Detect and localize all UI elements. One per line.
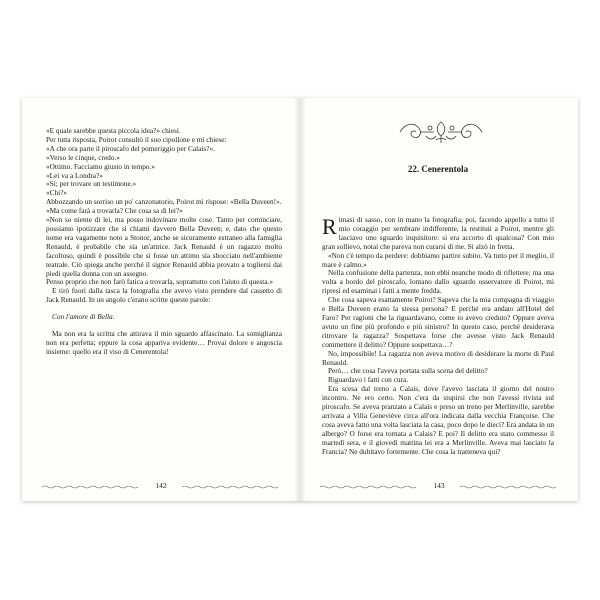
first-paragraph: [322, 216, 554, 252]
right-page-text: [322, 216, 554, 456]
page-number: 143: [433, 481, 445, 490]
paragraph: Con l'amore di Bella.: [52, 312, 115, 322]
paragraph: Ma non era la scritta che attirava il mio sguardo affascinato. La somiglianza non era perfetta; eppure la cosa appariva evidente… Provai dolore e angoscia insieme: quello era il viso di Cenerentola!: [46, 329, 282, 356]
paragraph: Per tutta risposta, Poirot consultò il suo cipollone e mi chiese:: [46, 134, 227, 144]
right-page: [300, 98, 578, 501]
page-number: 142: [155, 481, 167, 490]
right-page-footer: [320, 481, 558, 491]
paragraph: Abbozzando un sorriso un po' canzonatorio, Poirot mi rispose: «Bella Duveen!».: [46, 197, 282, 207]
paragraph: «Non so niente di lei, ma posso indovinare molte cose. Tanto per cominciare, possiamo ipotizzare che si chiami davvero Bella Duveen; e, dato che questo nome era vagamente noto a Stonor, anche se sicuramente estraneo alla famiglia Renauld, è probabile che sia un'attrice. Jack Renauld è un ragazzo molto facoltoso, quindi è possibile che si fosse un attimo sia sbocciato nell'ambiente teatrale. Ciò spiega anche perché il signor Renauld abbia provato a togliersi dai piedi quella donna con un assegno.: [46, 215, 282, 278]
wavy-rule-icon: [182, 485, 280, 489]
paragraph: E tirò fuori dalla tasca la fotografia che avevo visto prendere dal cassetto di Jack Renauld. In un angolo c'erano scritte queste parole:: [46, 286, 282, 305]
wavy-rule-icon: [460, 485, 558, 489]
paragraph: Riguardavo i fatti con cura.: [328, 375, 409, 385]
first-paragraph-text: imasi di sasso, con in mano la fotografia; poi, facendo appello a tutto il mio coraggio per sembrare indifferente, la restituii a Poirot, mentre gli lasciavo uno sguardo inquisitore: si era accorto di qualcosa? Con mio gran sollievo, notai che pareva non curarsi di me. Si alzò in fretta.: [322, 215, 554, 251]
paragraph: Nella confusione della partenza, non ebbi neanche modo di riflettere; ma una volta a bordo del piroscafo, lontano dallo sguardo osservatore di Poirot, mi ripresi ed esaminai i fatti a mente fredda.: [322, 268, 554, 296]
book-gutter: [294, 98, 306, 501]
paragraph: «Non c'è tempo da perdere: dobbiamo partire subito. Va tutto per il meglio, il mare è calmo.»: [322, 250, 554, 269]
paragraph: Era scesa dal treno a Calais, dove l'avevo lasciata il giorno del nostro incontro. Ne ero certo. Non c'era da stupirsi che non l'avessi rivista sul piroscafo. Se aveva pranzato a Calais e preso un treno per Merlinville, sarebbe arrivata a Villa Geneviève circa all'ora indicata dalla vecchia Françoise. Che cosa aveva fatto una volta lasciata la casa, poco dopo le dieci? Era andata in un albergo? O forse era tornata a Calais? E poi? Il delitto era stato commesso il martedì sera, e il giovedì mattina lei era a Merlinville. Aveva mai lasciato la Francia? Ne dubitavo fortemente. Che cosa la tratteneva qui?: [322, 384, 554, 456]
wavy-rule-icon: [42, 485, 140, 489]
open-book: [22, 98, 578, 501]
paragraph: Che cosa sapeva esattamente Poirot? Sapeva che la mia compagna di viaggio e Bella Duveen erano la stessa persona? E perché era andato all'Hotel del Faro? Per ragioni che la riguardavano, come io avevo creduto? Oppure aveva avuto un fine più profondo e più sinistro? In questo caso, perché desiderava ritrovare la ragazza? Sospettava forse che avesse visto Jack Renauld commettere il delitto? Oppure sospettava…?: [322, 295, 554, 349]
paragraph: No, impossibile! La ragazza non aveva motivo di desiderare la morte di Paul Renauld.: [322, 348, 554, 367]
left-page: [22, 98, 300, 501]
paragraph: Però… che cosa l'aveva portata sulla scena del delitto?: [328, 366, 488, 376]
right-page-paragraphs: [322, 252, 554, 457]
wavy-rule-icon: [320, 485, 418, 489]
paragraph: «Ma come farà a trovarla? Che cosa sa di lei?»: [46, 206, 183, 216]
paragraph: «Lei va a Londra?»: [46, 170, 103, 180]
paragraph: «Chi?»: [46, 188, 68, 198]
chapter-title: 22. Cenerentola: [407, 164, 469, 174]
paragraph: «Ottimo. Facciamo giusto in tempo.»: [46, 161, 156, 171]
left-page-text: [46, 127, 282, 357]
paragraph: «Sì; per trovare un testimone.»: [46, 179, 137, 189]
paragraph: «E quale sarebbe questa piccola idea?» chiesi.: [46, 126, 181, 135]
paragraph: «A che ora parte il piroscafo del pomeriggio per Calais?».: [46, 143, 215, 153]
floral-ornament-icon: [396, 118, 486, 146]
paragraph: Penso proprio che non farò fatica a trovarla, soprattutto con l'aiuto di questa.»: [46, 277, 274, 287]
drop-cap: R: [322, 214, 337, 239]
paragraph: «Verso le cinque, credo.»: [46, 152, 120, 162]
left-page-footer: [42, 481, 280, 491]
